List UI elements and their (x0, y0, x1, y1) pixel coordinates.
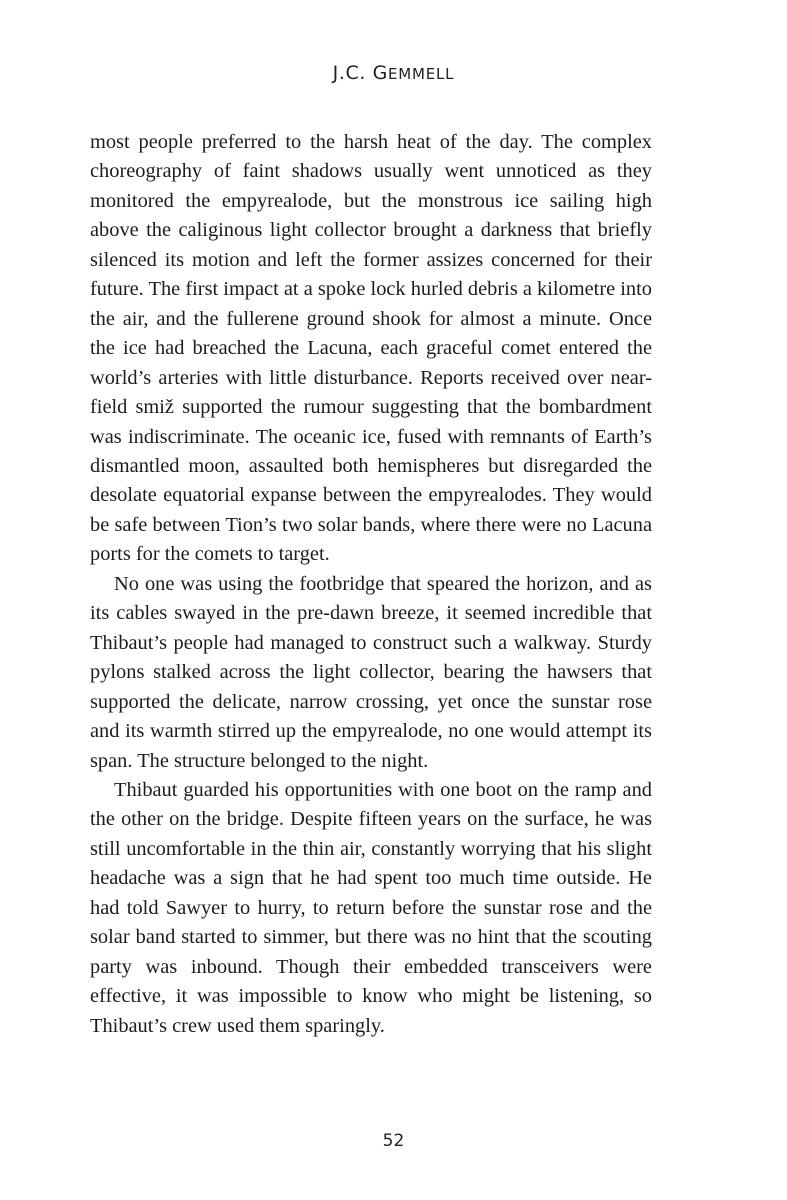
body-text (90, 128, 652, 1041)
paragraph-thibaut: Thibaut guarded his opportunities with one boot on the ramp and the other on the bridge. Despite fifteen years on the surface, he was still uncomfortable in the thin air, constantly worrying that his slight headache was a sign that he had spent too much time outside. He had told Sawyer to hurry, to return before the sunstar rose and the solar band started to simmer, but there was no hint that the scouting party was inbound. Though their embedded transceivers were effective, it was impossible to know who might be listening, so Thibaut’s crew used them sparingly. (90, 778, 652, 1037)
running-head-initials: J.C. G (332, 62, 388, 84)
paragraph-continued: most people preferred to the harsh heat of the day. The complex choreography of faint shadows usually went unnoticed as they monitored the empyrealode, but the monstrous ice sailing high above the caliginous light collector brought a darkness that briefly silenced its motion and left the former assizes concerned for their future. The first impact at a spoke lock hurled debris a kilometre into the air, and the fullerene ground shook for almost a minute. Once the ice had breached the Lacuna, each graceful comet entered the world’s arteries with little disturbance. Reports received over near-field smiž supported the rumour suggesting that the bombardment was indiscriminate. The oceanic ice, fused with remnants of Earth’s dismantled moon, assaulted both hemispheres but disregarded the desolate equatorial expanse between the empyrealodes. They would be safe between Tion’s two solar bands, where there were no Lacuna ports for the comets to target. (90, 131, 652, 566)
page-number: 52 (382, 1131, 405, 1151)
running-head-surname: EMMELL (387, 65, 455, 83)
paragraph-footbridge: No one was using the footbridge that speared the horizon, and as its cables swayed in the pre-dawn breeze, it seemed incredible that Thibaut’s people had managed to construct such a walkway. Sturdy pylons stalked across the light collector, bearing the hawsers that supported the delicate, narrow crossing, yet once the sunstar rose and its warmth stirred up the empyrealode, no one would attempt its span. The structure belonged to the night. (90, 572, 652, 772)
running-head (0, 62, 787, 84)
